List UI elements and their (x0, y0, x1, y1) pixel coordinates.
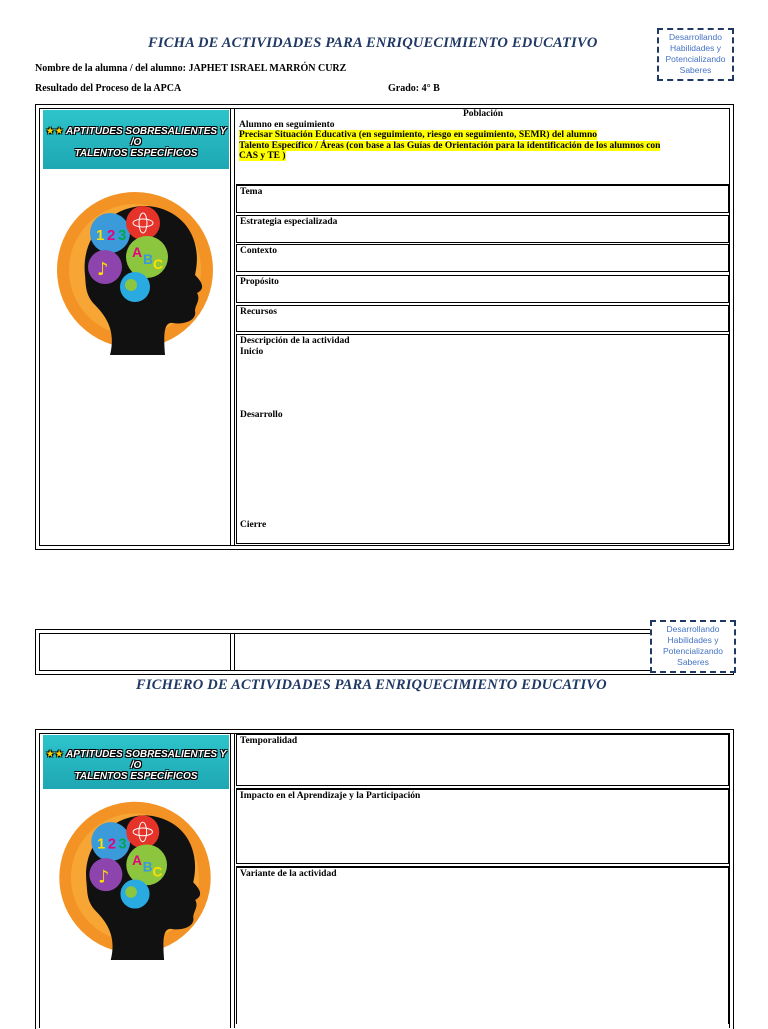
letter-label: A (132, 244, 143, 260)
talento-label: Talento Específico / Áreas (con base a las Guías de Orientación para la identificación de los alumnos con (239, 140, 661, 151)
page-title-2: FICHERO DE ACTIVIDADES PARA ENRIQUECIMIENTO EDUCATIVO (136, 677, 607, 693)
stamp-line: Potencializando (665, 54, 726, 64)
aptitudes-banner-2 (43, 735, 229, 789)
result-line: Resultado del Proceso de la APCA (35, 83, 182, 94)
stamp-line: Potencializando (662, 646, 723, 656)
number-label: 2 (107, 836, 116, 853)
strip-inner (39, 633, 730, 671)
number-label: 3 (118, 836, 127, 853)
aptitudes-banner (43, 110, 229, 169)
stamp-line: Desarrollando (669, 32, 722, 42)
inicio-label: Inicio (240, 347, 264, 357)
tema-field[interactable] (236, 184, 729, 213)
brand-stamp (657, 28, 734, 81)
tema-label: Tema (240, 187, 263, 197)
estrategia-label: Estrategia especializada (240, 217, 338, 227)
number-label: 2 (107, 227, 116, 244)
brain-illustration (55, 185, 215, 355)
contexto-label: Contexto (240, 246, 277, 256)
estrategia-field[interactable] (236, 215, 729, 243)
strip-divider (230, 633, 235, 671)
banner-line: TALENTOS ESPECÍFICOS (74, 771, 198, 782)
desarrollo-label: Desarrollo (240, 410, 283, 420)
situacion-label: Precisar Situación Educativa (en seguimiento, riesgo en seguimiento, SEMR) del alumno (239, 130, 598, 140)
music-note-icon: ♪ (97, 259, 109, 280)
contexto-field[interactable] (236, 244, 729, 272)
stamp-line: Saberes (677, 657, 709, 667)
proposito-field[interactable] (236, 275, 729, 303)
banner-line: TALENTOS ESPECÍFICOS (74, 148, 198, 159)
descripcion-field[interactable] (236, 334, 729, 544)
banner-line: APTITUDES SOBRESALIENTES Y /O (65, 749, 227, 771)
poblacion-section (236, 108, 730, 184)
letter-label: A (132, 852, 142, 868)
science-bubble (126, 206, 160, 240)
letter-label: B (142, 859, 153, 875)
variante-label: Variante de la actividad (240, 869, 337, 879)
stamp-line: Habilidades y (669, 43, 722, 53)
column-divider-2 (230, 733, 235, 1028)
recursos-label: Recursos (240, 307, 277, 317)
impacto-field[interactable] (236, 788, 729, 864)
music-note-icon: ♪ (98, 867, 110, 888)
brand-stamp (650, 620, 736, 673)
grade-line: Grado: 4° B (388, 83, 440, 94)
number-label: 1 (96, 227, 105, 244)
impacto-label: Impacto en el Aprendizaje y la Participación (240, 791, 421, 801)
variante-field[interactable] (236, 866, 729, 1024)
star-icon: ★★ (45, 126, 64, 137)
descripcion-label: Descripción de la actividad (240, 336, 350, 346)
recursos-field[interactable] (236, 305, 729, 332)
temporalidad-label: Temporalidad (240, 736, 298, 746)
proposito-label: Propósito (240, 277, 279, 287)
brain-illustration-2 (55, 795, 215, 960)
star-icon: ★★ (45, 749, 64, 760)
letter-label: C (152, 864, 163, 880)
cierre-label: Cierre (240, 520, 267, 530)
student-name-line: Nombre de la alumna / del alumno: JAPHET ISRAEL MARRÓN CURZ (35, 63, 347, 74)
alumno-label: Alumno en seguimiento (239, 119, 335, 130)
letter-label: B (143, 251, 154, 267)
science-bubble (126, 815, 159, 848)
talento-label-cont: CAS y TE ) (239, 151, 286, 161)
column-divider (230, 108, 235, 546)
stamp-line: Saberes (679, 65, 712, 75)
banner-line: APTITUDES SOBRESALIENTES Y /O (65, 126, 227, 148)
poblacion-heading: Población (462, 109, 504, 119)
stamp-line: Habilidades y (667, 635, 719, 645)
stamp-line: Desarrollando (666, 624, 720, 634)
letter-label: C (153, 256, 164, 272)
temporalidad-field[interactable] (236, 734, 729, 786)
number-label: 1 (97, 836, 106, 853)
page-title: FICHA DE ACTIVIDADES PARA ENRIQUECIMIENTO EDUCATIVO (148, 35, 598, 51)
number-label: 3 (118, 227, 127, 244)
